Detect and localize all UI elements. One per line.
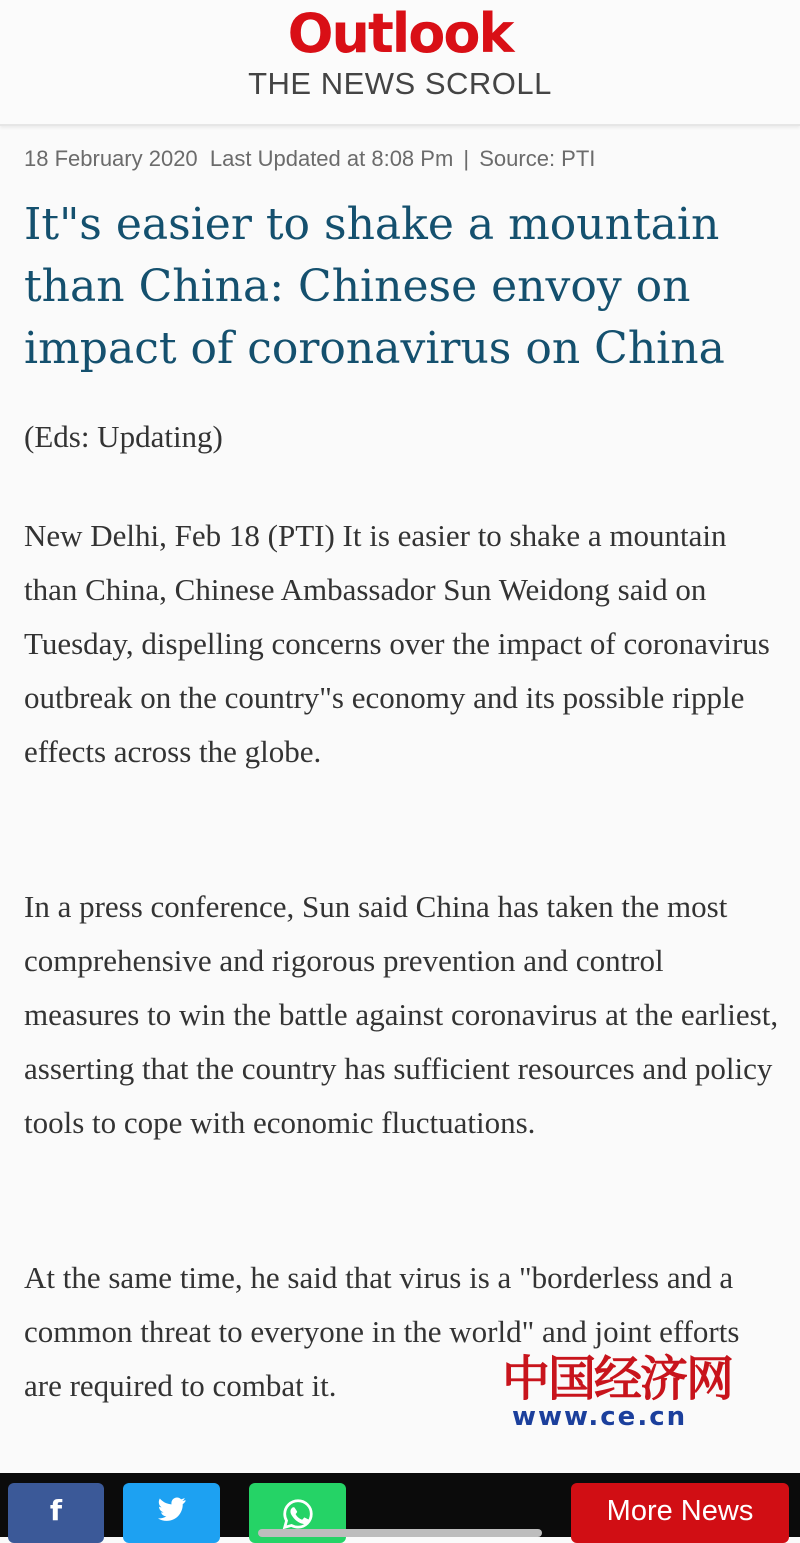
article-paragraph: (Eds: Updating) (24, 419, 223, 454)
article-paragraph: In a press conference, Sun said China has taken the most comprehensive and rigorous prevention and control measures to win the battle against coronavirus at the earliest, asserting that the country has sufficient resources and policy tools to cope with economic fluctuations. (24, 889, 779, 1140)
article-paragraph: At the same time, he said that virus is a "borderless and a common threat to everyone in the world" and joint efforts are required to combat it. (24, 1260, 740, 1403)
article-updated: Last Updated at 8:08 Pm (209, 146, 454, 171)
facebook-share-button[interactable] (8, 1483, 104, 1543)
outlook-logo[interactable]: Outlook (287, 2, 513, 65)
home-indicator[interactable] (258, 1529, 542, 1537)
article-date: 18 February 2020 (24, 146, 198, 171)
ce-watermark (502, 1352, 742, 1432)
site-header (0, 0, 800, 126)
share-bar (0, 1473, 800, 1537)
meta-separator: | (463, 146, 470, 171)
article-paragraph: New Delhi, Feb 18 (PTI) It is easier to shake a mountain than China, Chinese Ambassador Sun Weidong said on Tuesday, dispelling concerns over the impact of coronavirus outbreak on the country"s economy and its possible ripple effects across the globe. (24, 518, 770, 769)
more-news-button[interactable]: More News (571, 1483, 789, 1543)
site-tagline: THE NEWS SCROLL (248, 66, 552, 101)
watermark-url: www.ce.cn (512, 1402, 688, 1432)
twitter-icon (158, 1497, 186, 1521)
watermark-chinese-text: 中国经济网 (502, 1351, 733, 1407)
whatsapp-icon (281, 1497, 315, 1531)
article-source: Source: PTI (479, 146, 596, 171)
article-meta (24, 146, 595, 172)
twitter-share-button[interactable] (123, 1483, 220, 1543)
article-title: It"s easier to shake a mountain than China: Chinese envoy on impact of coronavirus on China (24, 199, 725, 374)
facebook-icon: f (49, 1494, 63, 1527)
